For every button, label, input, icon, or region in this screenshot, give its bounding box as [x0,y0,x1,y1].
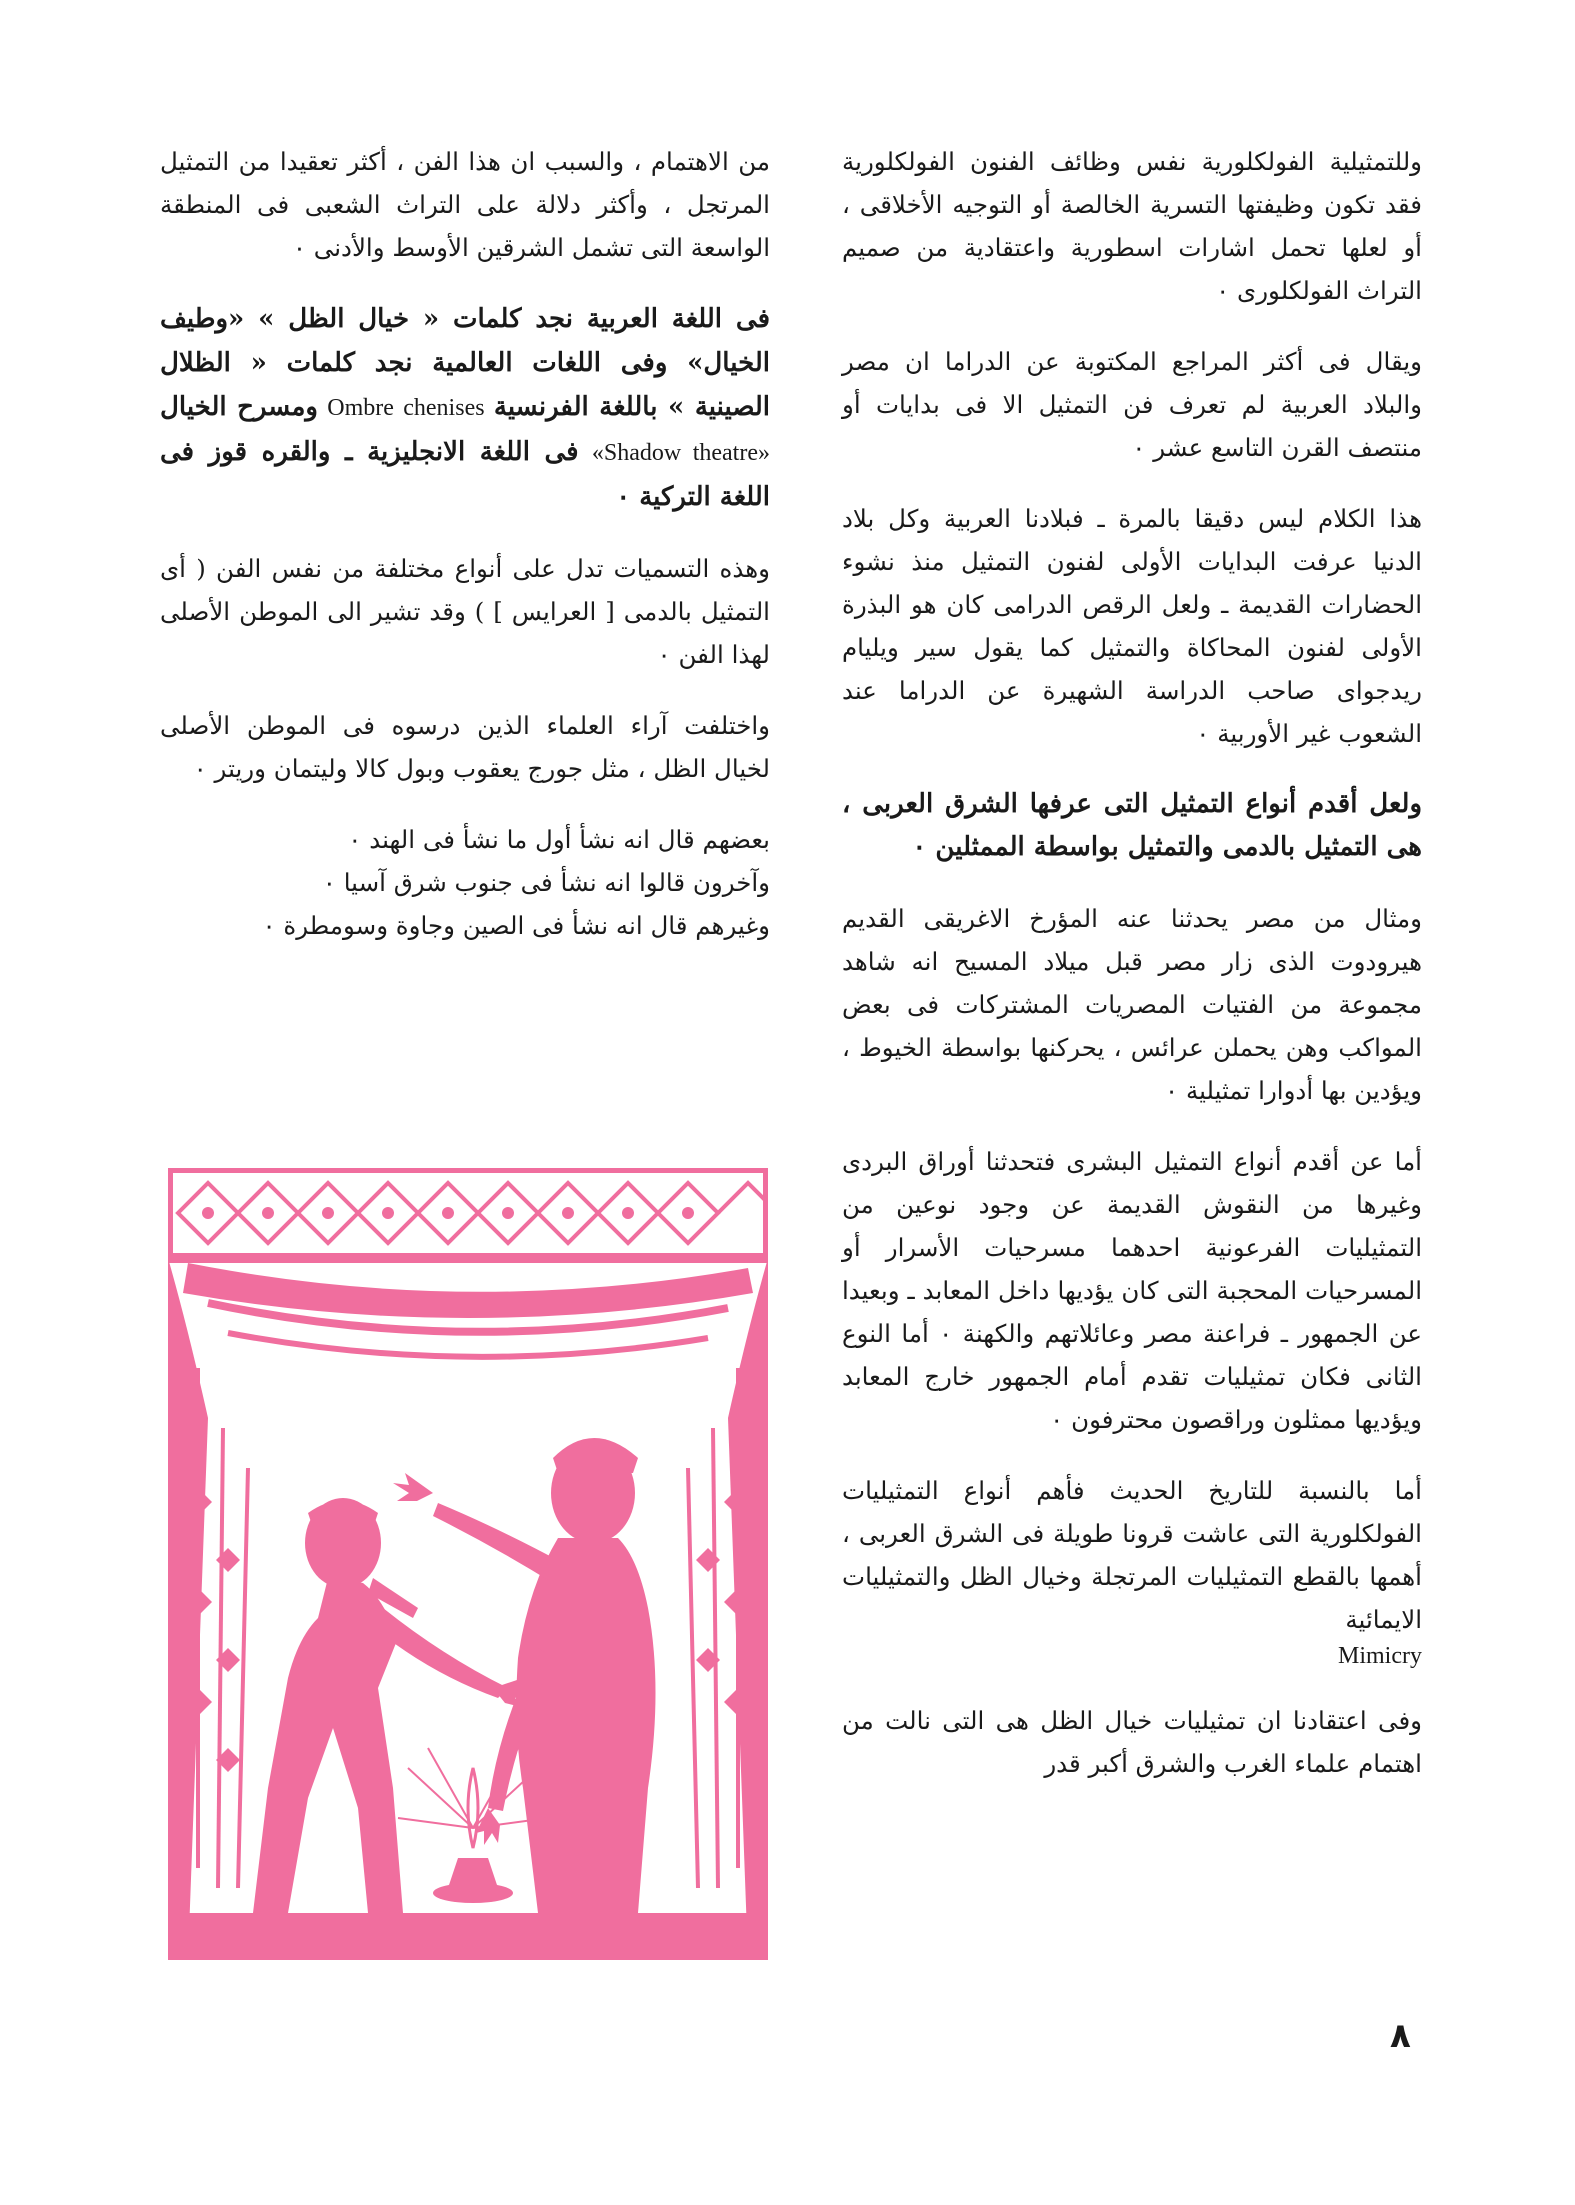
paragraph-shadow-plays: وفى اعتقادنا ان تمثيليات خيال الظل هى التى نالت من اهتمام علماء الغرب والشرق أكبر قدر [842,1706,1422,1778]
origin-india: بعضهم قال انه نشأ أول ما نشأ فى الهند ٠ [348,825,770,854]
term-ombre: Ombre [327,395,394,421]
paragraph-references: ويقال فى أكثر المراجع المكتوبة عن الدراما ان مصر والبلاد العربية لم تعرف فن التمثيل الا فى بدايات أو منتصف القرن التاسع عشر ٠ [842,347,1422,462]
left-column [160,140,770,975]
paragraph-scholars: واختلفت آراء العلماء الذين درسوه فى الموطن الأصلى لخيال الظل ، مثل جورج يعقوب وبول كالا وليتمان وريتر ٠ [160,711,770,783]
terms-masrah: ومسرح الخيال [160,392,318,422]
paragraph-names-indicate: وهذه التسميات تدل على أنواع مختلفة من نفس الفن ( أى التمثيل بالدمى [ العرايس ] ) وقد تشير الى الموطن الأصلى لهذا الفن ٠ [160,554,770,669]
origin-china-java: وغيرهم قال انه نشأ فى الصين وجاوة وسومطرة ٠ [262,911,770,940]
term-chenises: chenises [403,395,485,421]
page-number: ٨ [1390,2016,1411,2056]
list-origins [160,818,770,947]
term-shadow-theatre: «Shadow theatre» [591,440,770,466]
right-column [842,140,1422,1813]
paragraph-interest: من الاهتمام ، والسبب ان هذا الفن ، أكثر تعقيدا من التمثيل المرتجل ، وأكثر دلالة على التراث الشعبى فى المنطقة الواسعة التى تشمل الشرقين الأوسط والأدنى ٠ [160,147,770,262]
terms-english-turkish: فى اللغة الانجليزية ـ والقره قوز فى اللغة التركية ٠ [160,437,770,512]
paragraph-herodotus: ومثال من مصر يحدثنا عنه المؤرخ الاغريقى القديم هيرودوت الذى زار مصر قبل ميلاد المسيح انه شاهد مجموعة من الفتيات المصريات المشتركات فى بعض المواكب وهن يحملن عرائس ، يحركنها بواسطة الخيوط ، ويؤدين بها أدوارا تمثيلية ٠ [842,904,1422,1105]
paragraph-terms [160,297,770,519]
terms-arabic: فى اللغة العربية نجد كلمات « خيال الظل » «وطيف الخيال» وفى اللغات العالمية نجد كلمات « الظلال الصينية » باللغة الفرنسية [160,304,771,422]
origin-southeast-asia: وآخرون قالوا انه نشأ فى جنوب شرق آسيا ٠ [322,868,770,897]
paragraph-intro: وللتمثيلية الفولكلورية نفس وظائف الفنون الفولكلورية فقد تكون وظيفتها التسرية الخالصة أو التوجيه الأخلاقى ، أو لعلها تحمل اشارات اسطورية واعتقادية من صميم التراث الفولكلورى ٠ [842,147,1422,305]
paragraph-modern-history: أما بالنسبة للتاريخ الحديث فأهم أنواع التمثيليات الفولكلورية التى عاشت قرونا طويلة فى الشرق العربى ، أهمها بالقطع التمثيليات المرتجلة وخيال الظل والتمثيليات الايمائية [842,1476,1422,1634]
shadow-puppet-illustration [168,1168,768,1960]
paragraph-oldest-types: ولعل أقدم أنواع التمثيل التى عرفها الشرق العربى ، هى التمثيل بالدمى والتمثيل بواسطة الممثلين ٠ [842,789,1422,862]
term-mimicry: Mimicry [1338,1643,1422,1669]
paragraph-not-accurate: هذا الكلام ليس دقيقا بالمرة ـ فبلادنا العربية وكل بلاد الدنيا عرفت البدايات الأولى لفنون التمثيل منذ نشوء الحضارات القديمة ـ ولعل الرقص الدرامى كان هو البذرة الأولى لفنون المحاكاة والتمثيل كما يقول سير ويليام ريدجواى صاحب الدراسة الشهيرة عن الدراما عند الشعوب غير الأوربية ٠ [842,504,1422,748]
paragraph-human-acting: أما عن أقدم أنواع التمثيل البشرى فتحدثنا أوراق البردى وغيرها من النقوش القديمة عن وجود نوعين من التمثيليات الفرعونية احدهما مسرحيات الأسرار أو المسرحيات المحجبة التى كان يؤديها داخل المعابد ـ وبعيدا عن الجمهور ـ فراعنة مصر وعائلاتهم والكهنة ٠ أما النوع الثانى فكان تمثيليات تقدم أمام الجمهور خارج المعابد ويؤديها ممثلون وراقصون محترفون ٠ [842,1147,1422,1434]
